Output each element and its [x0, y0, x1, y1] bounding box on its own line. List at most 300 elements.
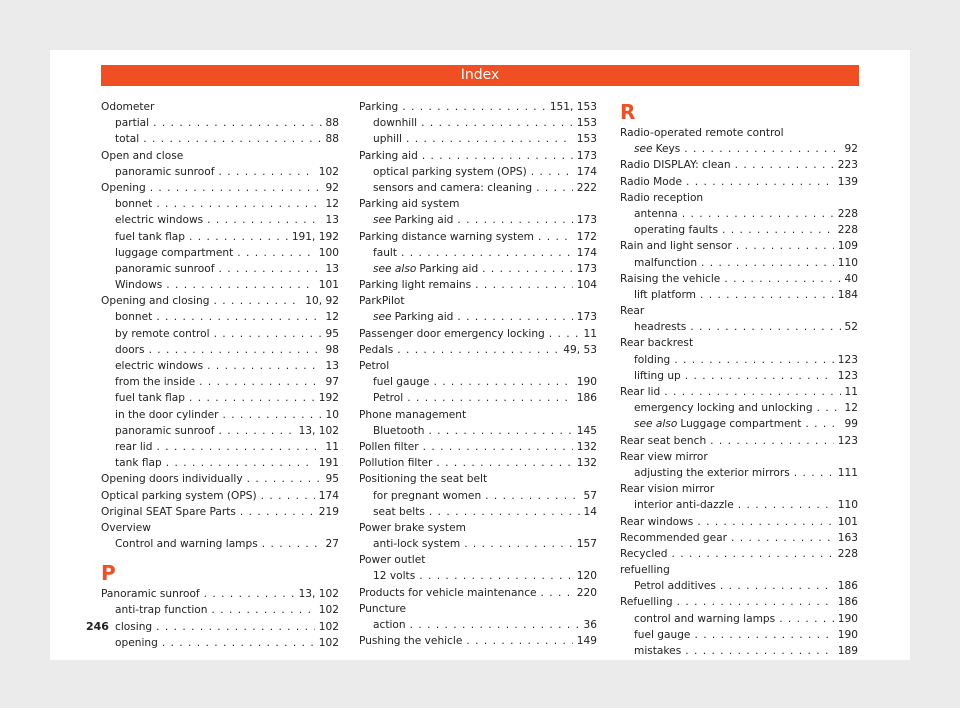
- entry-term: [115, 277, 162, 293]
- entry-text: from the inside: [115, 376, 196, 389]
- entry-term: [620, 433, 706, 449]
- index-entry: [620, 174, 858, 190]
- leader-dots: [156, 309, 321, 325]
- entry-term: [359, 439, 419, 455]
- index-entry: [620, 238, 858, 254]
- entry-term: [620, 238, 732, 254]
- entry-term: [101, 293, 210, 309]
- index-subentry: [620, 465, 858, 481]
- entry-text: total: [115, 133, 140, 146]
- entry-text: Products for vehicle maintenance: [359, 586, 537, 599]
- leader-dots: [410, 617, 580, 633]
- index-subentry: [359, 180, 597, 196]
- leader-dots: [720, 578, 834, 594]
- index-entry: [101, 488, 339, 504]
- page-ref: 111: [837, 466, 858, 479]
- page-ref: 174: [576, 246, 597, 259]
- entry-text: doors: [115, 343, 145, 356]
- index-subentry: [620, 352, 858, 368]
- leader-dots: [247, 471, 322, 487]
- entry-text: Rear vision mirror: [620, 483, 715, 496]
- entry-term: [373, 488, 481, 504]
- index-subentry: [620, 400, 858, 416]
- entry-text: panoramic sunroof: [115, 424, 215, 437]
- entry-term: [359, 229, 534, 245]
- index-column-1: [101, 99, 339, 651]
- leader-dots: [422, 148, 573, 164]
- index-subentry: [101, 245, 339, 261]
- leader-dots: [156, 196, 321, 212]
- leader-dots: [684, 141, 840, 157]
- page-ref: 99: [844, 418, 858, 431]
- index-subentry: [101, 277, 339, 293]
- index-subentry: [101, 212, 339, 228]
- leader-dots: [475, 277, 573, 293]
- index-entry: [620, 449, 858, 465]
- entry-term: [634, 416, 801, 432]
- page-ref: 11: [583, 327, 597, 340]
- index-entry: [101, 180, 339, 196]
- entry-term: [634, 319, 686, 335]
- leader-dots: [402, 99, 546, 115]
- leader-dots: [218, 423, 294, 439]
- entry-text: Radio DISPLAY: clean: [620, 159, 731, 172]
- index-entry: [101, 520, 339, 536]
- entry-text: Pushing the vehicle: [359, 635, 463, 648]
- leader-dots: [166, 277, 314, 293]
- index-entry: [620, 190, 858, 206]
- entry-term: [359, 342, 393, 358]
- page-ref: 52: [844, 321, 858, 334]
- entry-term: [115, 245, 233, 261]
- page-ref: 95: [325, 327, 339, 340]
- entry-term: [634, 400, 813, 416]
- index-subentry: [359, 423, 597, 439]
- leader-dots: [731, 530, 834, 546]
- entry-term: [634, 497, 734, 513]
- index-subentry: [101, 326, 339, 342]
- entry-term: [373, 131, 402, 147]
- entry-text: Parking aid system: [359, 198, 460, 211]
- entry-text: Control and warning lamps: [115, 538, 258, 551]
- entry-term: [115, 439, 152, 455]
- section-letter: R: [620, 100, 636, 124]
- entry-text: Opening doors individually: [101, 473, 243, 486]
- entry-term: [373, 617, 406, 633]
- leader-dots: [538, 229, 573, 245]
- entry-term: [620, 562, 670, 578]
- entry-text: Phone management: [359, 408, 467, 421]
- leader-dots: [735, 157, 834, 173]
- entry-text: Rear seat bench: [620, 434, 707, 447]
- entry-text: Power outlet: [359, 554, 426, 567]
- entry-text: lifting up: [634, 369, 681, 382]
- page-ref: 186: [576, 392, 597, 405]
- entry-term: [620, 594, 673, 610]
- index-subentry: [359, 617, 597, 633]
- entry-term: [359, 293, 405, 309]
- leader-dots: [237, 245, 315, 261]
- page-ref: 153: [576, 133, 597, 146]
- index-entry: [620, 271, 858, 287]
- entry-term: [620, 157, 731, 173]
- entry-term: [115, 423, 214, 439]
- entry-text: fuel gauge: [373, 376, 430, 389]
- entry-term: [634, 643, 681, 659]
- index-entry: [101, 504, 339, 520]
- index-entry: [101, 471, 339, 487]
- leader-dots: [738, 497, 834, 513]
- leader-dots: [162, 635, 315, 651]
- leader-dots: [779, 611, 834, 627]
- page-ref: 190: [576, 376, 597, 389]
- entry-term: [101, 488, 257, 504]
- entry-term: [115, 602, 208, 618]
- leader-dots: [218, 164, 314, 180]
- leader-dots: [222, 407, 321, 423]
- leader-dots: [149, 342, 322, 358]
- index-subentry: [359, 374, 597, 390]
- index-subentry: [620, 222, 858, 238]
- entry-term: [373, 180, 532, 196]
- page-ref: 190: [837, 628, 858, 641]
- leader-dots: [457, 212, 572, 228]
- index-entry: [359, 196, 597, 212]
- page-ref: 184: [837, 288, 858, 301]
- see-reference: see also: [373, 262, 417, 275]
- index-entry: [101, 148, 339, 164]
- page-ref: 139: [837, 175, 858, 188]
- leader-dots: [682, 206, 834, 222]
- page-ref: 92: [844, 143, 858, 156]
- page-ref: 109: [837, 240, 858, 253]
- page-ref: 145: [576, 424, 597, 437]
- index-subentry: [359, 309, 597, 325]
- entry-term: [373, 568, 415, 584]
- index-subentry: [101, 115, 339, 131]
- index-entry: [359, 148, 597, 164]
- page-ref: 95: [325, 473, 339, 486]
- page-ref: 186: [837, 580, 858, 593]
- page-ref: 220: [576, 586, 597, 599]
- index-subentry: [101, 374, 339, 390]
- index-subentry: [101, 407, 339, 423]
- index-subentry: [359, 164, 597, 180]
- index-subentry: [620, 627, 858, 643]
- leader-dots: [401, 245, 573, 261]
- index-subentry: [359, 261, 597, 277]
- index-entry: [620, 530, 858, 546]
- entry-text: sensors and camera: cleaning: [373, 181, 533, 194]
- entry-term: [359, 277, 471, 293]
- index-subentry: [101, 229, 339, 245]
- index-subentry: [620, 287, 858, 303]
- leader-dots: [214, 293, 302, 309]
- page-ref: 100: [318, 246, 339, 259]
- leader-dots: [189, 390, 315, 406]
- leader-dots: [541, 585, 573, 601]
- index-subentry: [359, 488, 597, 504]
- entry-text: emergency locking and unlocking: [634, 402, 813, 415]
- entry-term: [634, 287, 696, 303]
- page-ref: 88: [325, 133, 339, 146]
- index-entry: [620, 384, 858, 400]
- entry-text: folding: [634, 353, 671, 366]
- page-ref: 173: [576, 149, 597, 162]
- entry-text: operating faults: [634, 224, 719, 237]
- index-entry: [359, 471, 597, 487]
- entry-text: closing: [115, 620, 153, 633]
- page-ref: 172: [576, 230, 597, 243]
- entry-text: Raising the vehicle: [620, 272, 721, 285]
- entry-term: [115, 212, 203, 228]
- entry-term: [620, 449, 708, 465]
- entry-term: [115, 407, 218, 423]
- leader-dots: [218, 261, 321, 277]
- index-subentry: [620, 497, 858, 513]
- page-ref: 123: [837, 369, 858, 382]
- entry-text: uphill: [373, 133, 402, 146]
- page-ref: 173: [576, 262, 597, 275]
- index-subentry: [101, 261, 339, 277]
- page-ref: 57: [583, 489, 597, 502]
- leader-dots: [549, 326, 580, 342]
- page-ref: 223: [837, 159, 858, 172]
- entry-term: [373, 536, 460, 552]
- page-ref: 101: [318, 279, 339, 292]
- entry-text: ParkPilot: [359, 295, 405, 308]
- entry-text: mistakes: [634, 645, 682, 657]
- leader-dots: [701, 255, 834, 271]
- leader-dots: [423, 439, 573, 455]
- entry-term: [359, 326, 545, 342]
- entry-text: Refuelling: [620, 596, 673, 609]
- index-entry: [359, 439, 597, 455]
- entry-text: opening: [115, 636, 158, 649]
- entry-text: Keys: [655, 143, 681, 156]
- entry-text: Radio-operated remote control: [620, 127, 784, 139]
- entry-term: [373, 164, 527, 180]
- entry-term: [620, 335, 693, 351]
- entry-text: Open and close: [101, 149, 184, 162]
- entry-term: [620, 271, 720, 287]
- page-ref: 11: [325, 440, 339, 453]
- entry-term: [620, 384, 660, 400]
- entry-text: Radio reception: [620, 191, 704, 204]
- entry-term: [373, 245, 397, 261]
- entry-term: [115, 358, 203, 374]
- entry-text: electric windows: [115, 360, 204, 372]
- entry-text: Pollution filter: [359, 457, 433, 470]
- index-entry: [359, 342, 597, 358]
- entry-term: [373, 374, 429, 390]
- leader-dots: [429, 504, 580, 520]
- index-subentry: [620, 416, 858, 432]
- index-subentry: [101, 309, 339, 325]
- index-column-3: [620, 99, 858, 659]
- page-number: 246: [86, 620, 109, 633]
- see-reference: see: [634, 143, 653, 156]
- entry-text: Recommended gear: [620, 531, 728, 544]
- index-subentry: [359, 536, 597, 552]
- entry-text: 12 volts: [373, 570, 416, 583]
- index-entry: [620, 562, 858, 578]
- entry-term: [359, 455, 432, 471]
- see-reference: see also: [634, 418, 678, 431]
- leader-dots: [724, 271, 840, 287]
- index-subentry: [620, 141, 858, 157]
- entry-term: [373, 309, 453, 325]
- page-ref: 191: [318, 457, 339, 470]
- entry-text: rear lid: [115, 440, 153, 453]
- leader-dots: [664, 384, 840, 400]
- entry-text: Petrol: [359, 360, 390, 372]
- entry-text: Positioning the seat belt: [359, 473, 488, 486]
- index-subentry: [359, 115, 597, 131]
- leader-dots: [433, 374, 572, 390]
- page-ref: 101: [837, 515, 858, 528]
- index-entry: [359, 633, 597, 649]
- entry-text: bonnet: [115, 311, 153, 324]
- index-subentry: [359, 390, 597, 406]
- entry-term: [359, 585, 537, 601]
- index-entry: [620, 433, 858, 449]
- page-ref: 27: [325, 538, 339, 551]
- page-ref: 189: [837, 645, 858, 657]
- page-ref: 186: [837, 596, 858, 609]
- page-ref: 102: [318, 604, 339, 617]
- page-ref: 10, 92: [305, 295, 339, 308]
- page-ref: 174: [318, 489, 339, 502]
- entry-term: [373, 115, 417, 131]
- leader-dots: [436, 455, 572, 471]
- entry-term: [115, 374, 195, 390]
- entry-text: Pollen filter: [359, 440, 419, 453]
- index-subentry: [101, 342, 339, 358]
- entry-term: [620, 125, 784, 141]
- entry-term: [115, 536, 258, 552]
- entry-text: optical parking system (OPS): [373, 165, 527, 178]
- index-entry: [620, 303, 858, 319]
- page-header: [101, 65, 859, 86]
- entry-term: [634, 627, 690, 643]
- entry-text: Parking aid: [394, 311, 454, 324]
- entry-text: luggage compartment: [115, 246, 234, 259]
- entry-text: refuelling: [620, 564, 670, 577]
- page-ref: 191, 192: [291, 230, 339, 243]
- entry-text: malfunction: [634, 256, 698, 269]
- page-ref: 88: [325, 117, 339, 130]
- index-entry: [620, 594, 858, 610]
- page-ref: 36: [583, 619, 597, 631]
- index-entry: [359, 293, 597, 309]
- entry-term: [115, 131, 139, 147]
- entry-text: Original SEAT Spare Parts: [101, 505, 236, 518]
- page-ref: 132: [576, 440, 597, 453]
- entry-text: Rear backrest: [620, 337, 694, 350]
- page-ref: 12: [325, 311, 339, 324]
- entry-text: Opening: [101, 181, 146, 194]
- entry-term: [359, 471, 487, 487]
- leader-dots: [207, 212, 321, 228]
- leader-dots: [457, 309, 572, 325]
- entry-text: Parking distance warning system: [359, 230, 534, 243]
- page-ref: 163: [837, 531, 858, 544]
- entry-term: [359, 358, 389, 374]
- entry-term: [115, 309, 152, 325]
- entry-term: [634, 352, 670, 368]
- entry-term: [620, 481, 714, 497]
- entry-term: [101, 148, 183, 164]
- leader-dots: [212, 602, 315, 618]
- index-entry: [620, 546, 858, 562]
- entry-term: [373, 212, 453, 228]
- entry-text: Radio Mode: [620, 175, 683, 188]
- entry-term: [359, 99, 398, 115]
- entry-text: Rear windows: [620, 515, 694, 528]
- page-ref: 40: [844, 272, 858, 285]
- index-entry: [620, 125, 858, 141]
- page-ref: 97: [325, 376, 339, 389]
- page-ref: 92: [325, 181, 339, 194]
- index-subentry: [101, 602, 339, 618]
- page-ref: 12: [325, 198, 339, 211]
- entry-term: [115, 115, 149, 131]
- page-ref: 228: [837, 207, 858, 220]
- leader-dots: [204, 586, 295, 602]
- leader-dots: [199, 374, 321, 390]
- entry-term: [359, 520, 466, 536]
- entry-text: partial: [115, 117, 150, 130]
- leader-dots: [240, 504, 315, 520]
- entry-term: [115, 326, 210, 342]
- leader-dots: [156, 439, 321, 455]
- entry-term: [359, 148, 418, 164]
- entry-term: [359, 633, 462, 649]
- index-subentry: [101, 439, 339, 455]
- entry-text: fault: [373, 246, 398, 259]
- page-ref: 10: [325, 408, 339, 421]
- page-ref: 222: [576, 181, 597, 194]
- leader-dots: [214, 326, 322, 342]
- page-ref: 14: [583, 505, 597, 518]
- page-ref: 49, 53: [563, 343, 597, 356]
- leader-dots: [397, 342, 559, 358]
- index-entry: [359, 585, 597, 601]
- entry-text: Rear lid: [620, 386, 661, 398]
- page-ref: 13, 102: [298, 424, 339, 437]
- entry-term: [373, 423, 424, 439]
- entry-text: for pregnant women: [373, 489, 482, 502]
- entry-term: [634, 141, 680, 157]
- index-subentry: [359, 212, 597, 228]
- entry-term: [115, 261, 214, 277]
- section-letter: P: [101, 561, 116, 586]
- index-subentry: [101, 358, 339, 374]
- entry-text: panoramic sunroof: [115, 262, 215, 275]
- index-subentry: [359, 245, 597, 261]
- leader-dots: [736, 238, 834, 254]
- entry-text: tank flap: [115, 457, 162, 470]
- page-ref: 190: [837, 612, 858, 625]
- entry-text: fuel gauge: [634, 628, 691, 641]
- entry-text: Optical parking system (OPS): [101, 489, 257, 502]
- entry-text: Parking aid: [359, 149, 418, 162]
- leader-dots: [700, 287, 834, 303]
- entry-term: [634, 611, 775, 627]
- leader-dots: [421, 115, 573, 131]
- page-ref: 102: [318, 165, 339, 178]
